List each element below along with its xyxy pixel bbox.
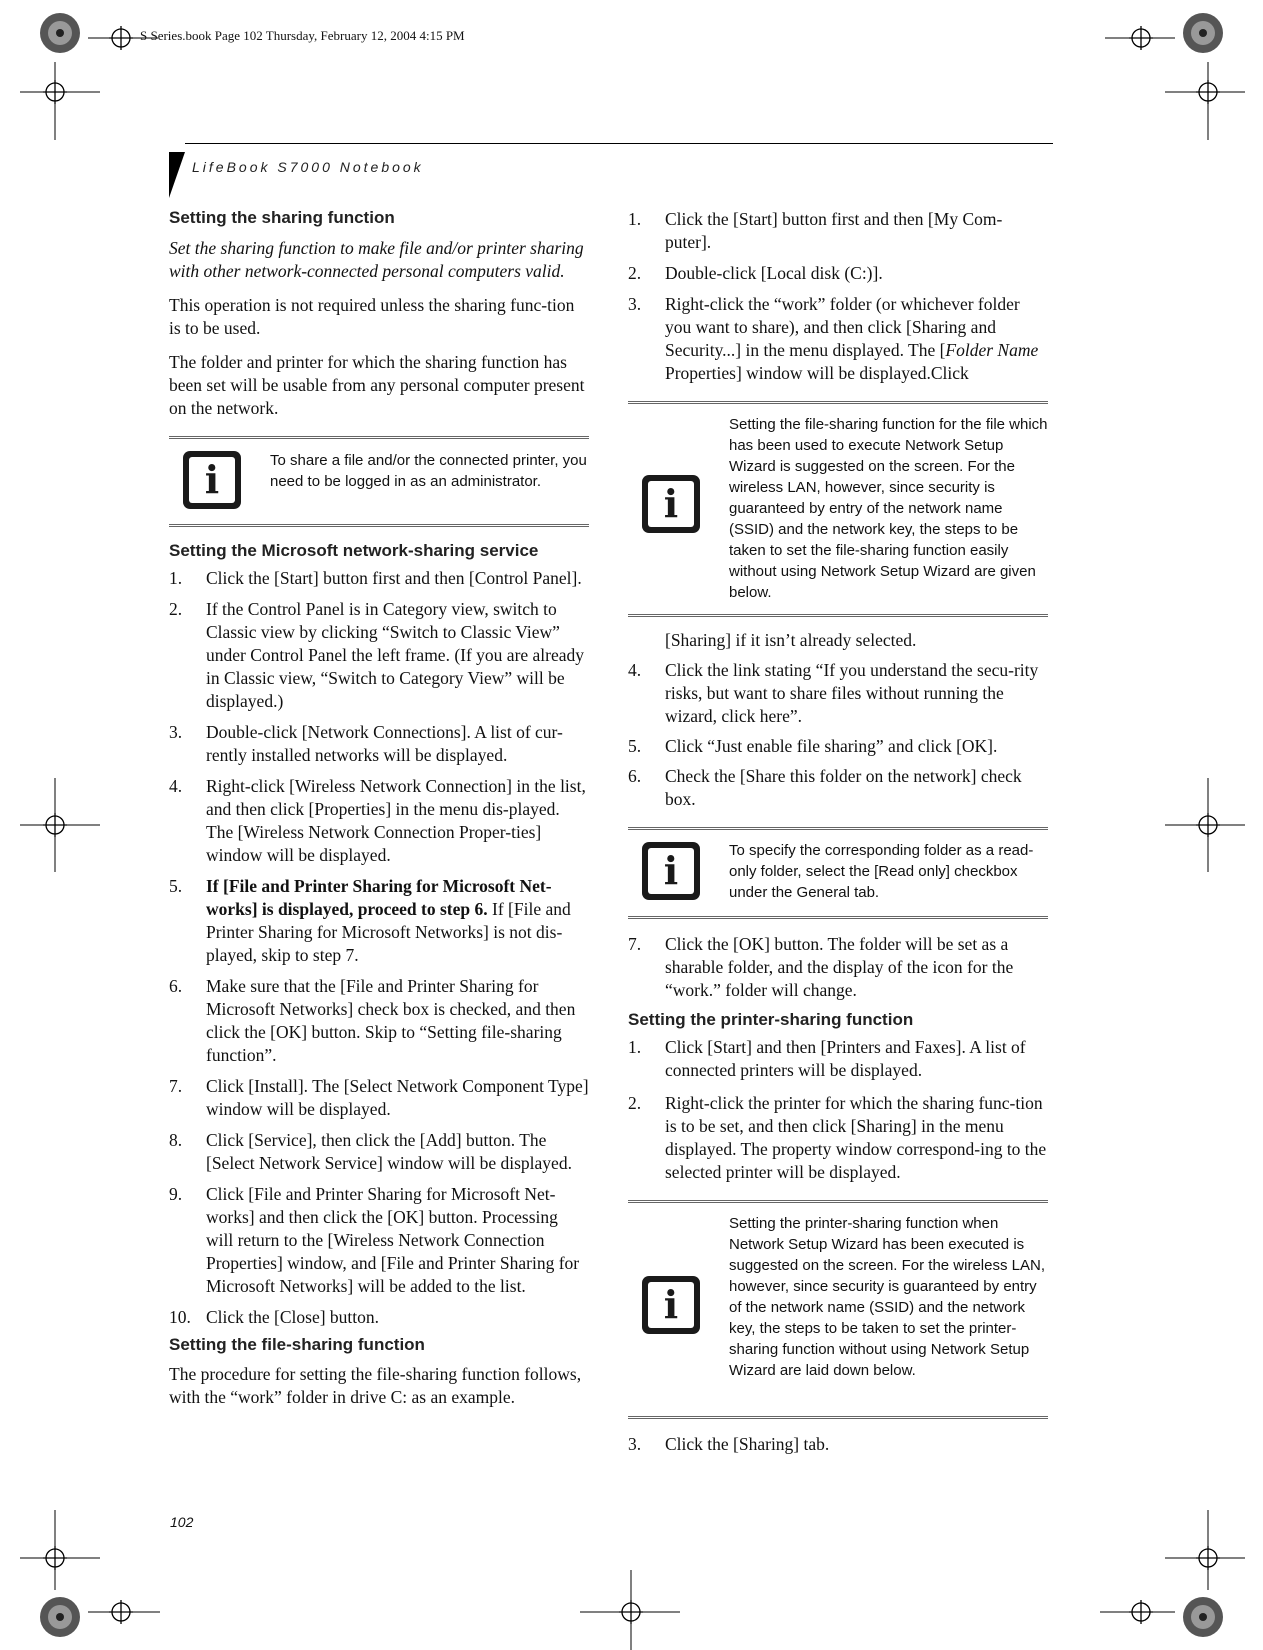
list-item: 8. Click [Service], then click the [Add] button. The [Select Network Service] window will be displayed. bbox=[169, 1130, 572, 1173]
list-item: 3. Right-click the “work” folder (or whichever folder you want to share), and then click [Sharing and Security...] in the menu displayed. The [Folder Name Properties] window will be displayed.Click bbox=[628, 294, 1039, 383]
printer-sharing-heading: Setting the printer-sharing function bbox=[628, 1010, 914, 1029]
file-steps-list-b bbox=[628, 659, 1048, 811]
right-column bbox=[628, 208, 1048, 1456]
list-item: 5. Click “Just enable file sharing” and click [OK]. bbox=[628, 736, 998, 756]
list-item: 1. Click the [Start] button first and then [My Com-puter]. bbox=[628, 209, 1003, 252]
file-steps-list-c bbox=[628, 933, 1048, 1002]
list-item: 3. Double-click [Network Connections]. A list of cur-rently installed networks will be displayed. bbox=[169, 722, 563, 765]
info-note-1 bbox=[169, 436, 589, 527]
sharing-heading: Setting the sharing function bbox=[169, 208, 395, 227]
note-text: To share a file and/or the connected printer, you need to be logged in as an administrator. bbox=[270, 452, 587, 490]
print-slug: S Series.book Page 102 Thursday, February 12, 2004 4:15 PM bbox=[140, 28, 465, 43]
ms-network-heading: Setting the Microsoft network-sharing service bbox=[169, 541, 539, 560]
list-item: 2. Double-click [Local disk (C:)]. bbox=[628, 263, 883, 283]
list-item: 1. Click [Start] and then [Printers and Faxes]. A list of connected printers will be displayed. bbox=[628, 1037, 1026, 1080]
file-sharing-paragraph: The procedure for setting the file-sharing function follows, with the “work” folder in drive C: as an example. bbox=[169, 1364, 582, 1407]
left-column bbox=[169, 208, 589, 1409]
list-item: 2. Right-click the printer for which the sharing func-tion is to be set, and then click [Sharing] in the menu displayed. The property window correspond-ing to the selected printer will be displayed. bbox=[628, 1093, 1047, 1182]
printer-steps-list bbox=[628, 1036, 1048, 1184]
info-icon: i bbox=[183, 451, 241, 509]
file-steps-list-a bbox=[628, 208, 1048, 385]
info-icon: i bbox=[642, 1276, 700, 1334]
page-number: 102 bbox=[170, 1514, 194, 1530]
list-item: 4. Right-click [Wireless Network Connection] in the list, and then click [Properties] in the menu dis-played. The [Wireless Network Connection Proper-ties] window will be displayed. bbox=[169, 776, 586, 865]
list-item: 9. Click [File and Printer Sharing for Microsoft Net-works] and then click the [OK] button. Processing will return to the [Wireless Network Connection Properties] window, and [File and Printer Sharing for Microsoft Networks] will be added to the list. bbox=[169, 1184, 580, 1296]
list-item: 2. If the Control Panel is in Category view, switch to Classic view by clicking “Switch to Classic View” under Control Panel the left frame. (If you are already in Classic view, “Switch to Category View” will be displayed.) bbox=[169, 599, 585, 711]
list-item: 1. Click the [Start] button first and then [Control Panel]. bbox=[169, 568, 582, 588]
file-sharing-heading: Setting the file-sharing function bbox=[169, 1335, 425, 1354]
printer-steps-list-2 bbox=[628, 1433, 1048, 1456]
list-item: 6. Check the [Share this folder on the network] check box. bbox=[628, 766, 1022, 809]
note-text: Setting the file-sharing function for the file which has been used to execute Network Setup Wizard is suggested on the screen. For the wireless LAN, however, since security is guaranteed by entry of the network name (SSID) and the network key, the steps to be taken to set the file-sharing function easily without using Network Setup Wizard are given below. bbox=[729, 416, 1048, 601]
ms-steps-list bbox=[169, 567, 589, 1329]
list-item: 7. Click [Install]. The [Select Network Component Type] window will be displayed. bbox=[169, 1076, 589, 1119]
step-continuation: [Sharing] if it isn’t already selected. bbox=[665, 630, 917, 650]
sharing-intro: Set the sharing function to make file and/or printer sharing with other network-connected personal computers valid. bbox=[169, 238, 584, 281]
info-icon: i bbox=[642, 475, 700, 533]
list-item: 3. Click the [Sharing] tab. bbox=[628, 1434, 830, 1454]
list-item: 7. Click the [OK] button. The folder will be set as a sharable folder, and the display of the icon for the “work.” folder will change. bbox=[628, 934, 1014, 1000]
note-text: To specify the corresponding folder as a read-only folder, select the [Read only] checkbox under the General tab. bbox=[729, 842, 1034, 901]
info-note-3 bbox=[628, 827, 1048, 919]
running-head: LifeBook S7000 Notebook bbox=[192, 159, 424, 175]
sharing-paragraph-1: This operation is not required unless the sharing func-tion is to be used. bbox=[169, 295, 575, 338]
header-rule bbox=[185, 143, 1053, 144]
info-note-4 bbox=[628, 1200, 1048, 1419]
note-text: Setting the printer-sharing function when Network Setup Wizard has been executed is suggested on the screen. For the wireless LAN, however, since security is guaranteed by entry of the network name (SSID) and the network key, the steps to be taken to set the printer-sharing function without using Network Setup Wizard are laid down below. bbox=[729, 1215, 1045, 1379]
list-item: 4. Click the link stating “If you understand the secu-rity risks, but want to share files without running the wizard, click here”. bbox=[628, 660, 1039, 726]
list-item: 5. If [File and Printer Sharing for Microsoft Net-works] is displayed, proceed to step 6. If [File and Printer Sharing for Microsoft Networks] is not dis-played, skip to step 7. bbox=[169, 876, 571, 965]
info-note-2 bbox=[628, 401, 1048, 617]
info-icon: i bbox=[642, 842, 700, 900]
list-item: 6. Make sure that the [File and Printer Sharing for Microsoft Networks] check box is checked, and then click the [OK] button. Skip to “Setting file-sharing function”. bbox=[169, 976, 576, 1065]
list-item: 10. Click the [Close] button. bbox=[169, 1307, 380, 1327]
sharing-paragraph-2: The folder and printer for which the sharing function has been set will be usable from any personal computer present on the network. bbox=[169, 352, 585, 418]
